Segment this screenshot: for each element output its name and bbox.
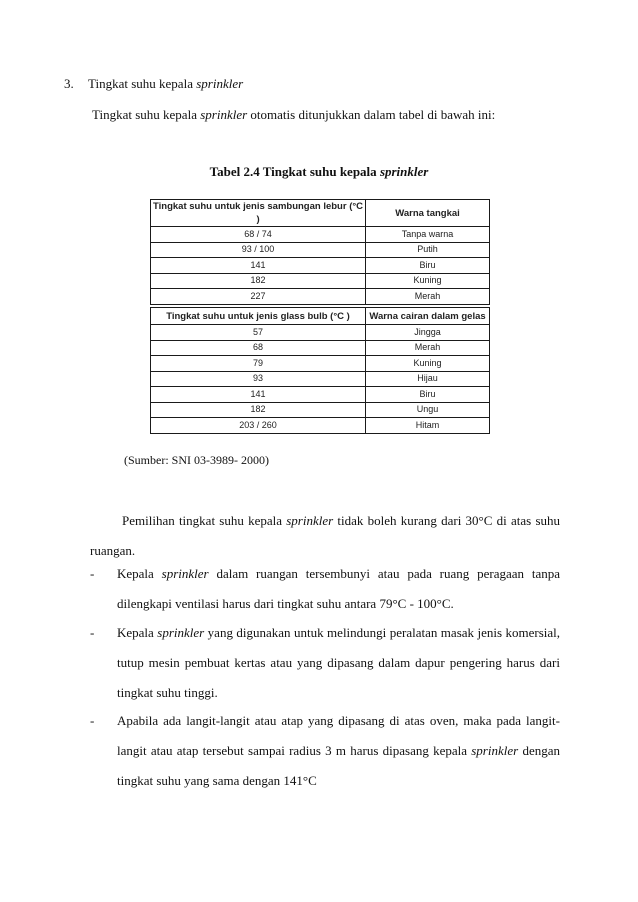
bullet-dash: - (90, 566, 95, 581)
table-row (151, 289, 490, 305)
table-cell: Biru (366, 387, 490, 403)
table-cell: Kuning (366, 273, 490, 289)
intro-pre: Tingkat suhu kepala (92, 107, 201, 122)
table-cell: 93 (151, 371, 366, 387)
table-cell: Hitam (366, 418, 490, 434)
bullet-italic: sprinkler (157, 625, 205, 640)
glass-bulb-table (150, 307, 490, 434)
table-cell: Merah (366, 340, 490, 356)
bullet-text (117, 706, 560, 796)
paragraph (90, 506, 560, 566)
table-row (151, 371, 490, 387)
table-cell: 68 (151, 340, 366, 356)
table-cell: Jingga (366, 325, 490, 341)
table-cell: Merah (366, 289, 490, 305)
table-row (151, 325, 490, 341)
table-cell: 182 (151, 402, 366, 418)
table-cell: 141 (151, 387, 366, 403)
table-row (151, 227, 490, 243)
section-heading-text: Tingkat suhu kepala (88, 76, 197, 91)
table-cell: Hijau (366, 371, 490, 387)
table-header-row (151, 200, 490, 227)
bullet-italic: sprinkler (471, 743, 519, 758)
table-cell: 79 (151, 356, 366, 372)
table-cell: 182 (151, 273, 366, 289)
section-number: 3. (64, 76, 74, 91)
bullet-text (117, 559, 560, 619)
table-row (151, 387, 490, 403)
table-cell: 141 (151, 258, 366, 274)
section-heading (64, 76, 243, 92)
bullet-pre: Kepala (117, 566, 162, 581)
intro-italic: sprinkler (200, 107, 248, 122)
table-row (151, 356, 490, 372)
table-cell: Tanpa warna (366, 227, 490, 243)
table-header-cell: Warna cairan dalam gelas (366, 308, 490, 325)
caption-italic: sprinkler (379, 164, 429, 179)
table-source: (Sumber: SNI 03-3989- 2000) (124, 453, 269, 467)
section-heading-italic: sprinkler (196, 76, 244, 91)
bullet-post: dengan tingkat suhu yang sama dengan 141°C (117, 743, 560, 788)
table-row (151, 242, 490, 258)
caption-plain: Tabel 2.4 Tingkat suhu kepala (209, 164, 380, 179)
table-row (151, 340, 490, 356)
table-cell: 57 (151, 325, 366, 341)
table-header-cell: Tingkat suhu untuk jenis glass bulb (°C ) (151, 308, 366, 325)
bullet-pre: Apabila ada langit-langit atau atap yang dipasang di atas oven, maka pada langit-langit atau atap tersebut sampai radius 3 m harus dipasang kepala (117, 713, 560, 758)
table-cell: Ungu (366, 402, 490, 418)
table-row (151, 258, 490, 274)
bullet-text (117, 618, 560, 708)
table-caption (0, 164, 638, 180)
bullet-italic: sprinkler (161, 566, 209, 581)
bullet-post: yang digunakan untuk melindungi peralatan masak jenis komersial, tutup mesin pembuat kertas atau yang dipasang dalam dapur pengering harus dari tingkat suhu tinggi. (117, 625, 560, 700)
intro-sentence (92, 107, 495, 123)
bullet-dash: - (90, 713, 95, 728)
table-header-cell: Warna tangkai (366, 200, 490, 227)
paragraph-italic: sprinkler (286, 513, 334, 528)
table-row (151, 402, 490, 418)
table-cell: 203 / 260 (151, 418, 366, 434)
table-header-row (151, 308, 490, 325)
table-row (151, 273, 490, 289)
table-header-cell: Tingkat suhu untuk jenis sambungan lebur (°C ) (151, 200, 366, 227)
table-row (151, 418, 490, 434)
table-cell: 93 / 100 (151, 242, 366, 258)
bullet-pre: Kepala (117, 625, 158, 640)
paragraph-pre: Pemilihan tingkat suhu kepala (122, 513, 287, 528)
table-cell: Kuning (366, 356, 490, 372)
intro-post: otomatis ditunjukkan dalam tabel di bawah ini: (247, 107, 496, 122)
table-cell: Biru (366, 258, 490, 274)
table-cell: 68 / 74 (151, 227, 366, 243)
table-cell: 227 (151, 289, 366, 305)
bullet-dash: - (90, 625, 95, 640)
paragraph-post: tidak boleh kurang dari 30°C di atas suhu ruangan. (90, 513, 561, 558)
table-cell: Putih (366, 242, 490, 258)
fusible-link-table (150, 199, 490, 305)
bullet-post: dalam ruangan tersembunyi atau pada ruang peragaan tanpa dilengkapi ventilasi harus dari tingkat suhu antara 79°C - 100°C. (117, 566, 561, 611)
